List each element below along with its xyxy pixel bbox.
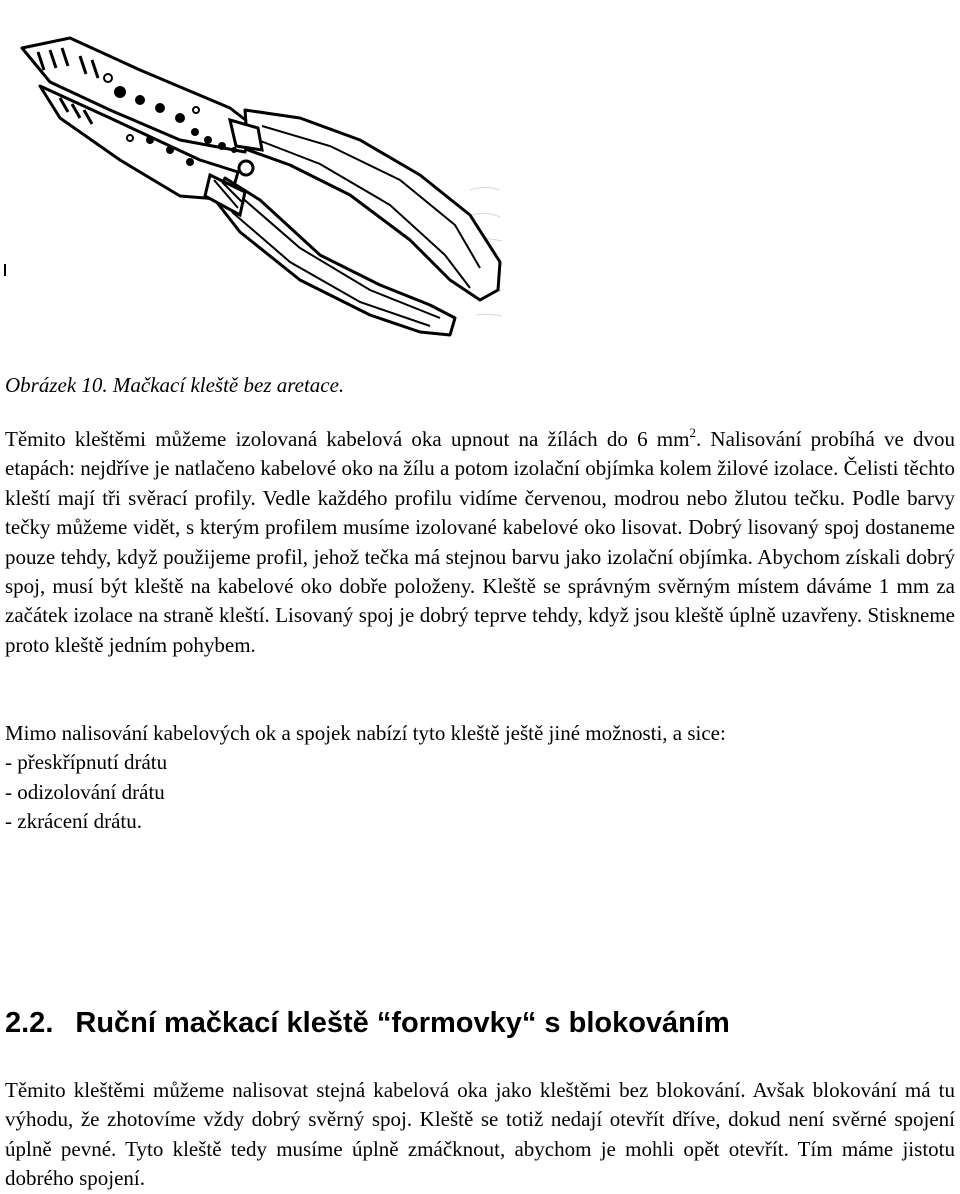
section-title: Ruční mačkací kleště “formovky“ s blokováním [75,1007,730,1039]
paragraph-crimping-with-lock: Těmito kleštěmi můžeme nalisovat stejná kabelová oka jako kleštěmi bez blokování. Avšak blokování má tu výhodu, že zhotovíme vždy dobrý svěrný spoj. Kleště se totiž nedají otevřít dříve, dokud není svěrné spojení úplně pevné. Tyto kleště tedy musíme úplně zmáčknout, abychom je mohli opět otevřít. Tím máme jistotu dobrého spojení. [5,1078,955,1191]
pliers-drawing [0,0,520,345]
superscript-2: 2 [689,425,696,440]
section-number: 2.2. [5,1007,54,1039]
paragraph-text-start: Těmito kleštěmi můžeme izolovaná kabelová oka upnout na žílách do 6 mm [5,427,690,451]
figure-caption: Obrázek 10. Mačkací kleště bez aretace. [5,373,345,397]
scan-margin-mark [4,264,6,276]
crimping-pliers-illustration [0,0,520,345]
list-item: - přeskřípnutí drátu [5,750,168,775]
section-heading [5,1004,730,1042]
list-item: - odizolování drátu [5,779,165,804]
list-item: - zkrácení drátu. [5,809,143,834]
paragraph-crimping-without-lock [5,425,955,660]
paragraph-other-uses [5,719,955,837]
paragraph-text-rest: . Nalisování probíhá ve dvou etapách: nejdříve je natlačeno kabelové oko na žílu a potom izolační objímka kolem žilové izolace. Čelisti těchto kleští mají tři svěrací profily. Vedle každého profilu vidíme červenou, modrou nebo žlutou tečku. Podle barvy tečky můžeme vidět, s kterým profilem musíme izolované kabelové oko lisovat. Dobrý lisovaný spoj dostaneme pouze tehdy, když použijeme profil, jehož tečka má stejnou barvu jako izolační objímka. Abychom získali dobrý spoj, musí být kleště na kabelové oko dobře položeny. Kleště se správným svěrným místem dáváme 1 mm za začátek izolace na straně kleští. Lisovaný spoj je dobrý teprve tehdy, když jsou kleště úplně uzavřeny. Stiskneme proto kleště jedním pohybem. [5,427,956,657]
other-uses-intro: Mimo nalisování kabelových ok a spojek nabízí tyto kleště ještě jiné možnosti, a sice: [5,721,726,745]
